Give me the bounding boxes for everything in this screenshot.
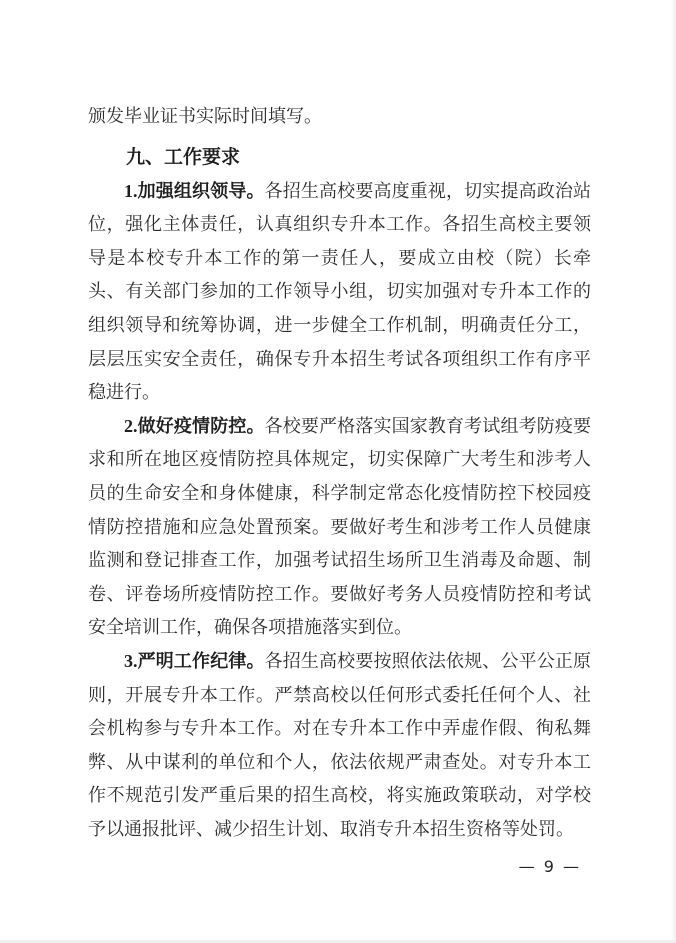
paragraph-1-text: 各招生高校要高度重视，切实提高政治站位，强化主体责任，认真组织专升本工作。各招生高校主要领导是本校专升本工作的第一责任人，要成立由校（院）长牵头、有关部门参加的工作领导小组，切实加强对专升本工作的组织领导和统筹协调，进一步健全工作机制，明确责任分工，层层压实安全责任，确保专升本招生考试各项组织工作有序平稳进行。	[88, 180, 592, 403]
document-body	[88, 100, 591, 879]
paragraph-1	[88, 175, 591, 410]
continuation-line: 颁发毕业证书实际时间填写。	[88, 106, 322, 126]
section-heading: 九、工作要求	[126, 146, 241, 168]
paragraph-2	[88, 410, 591, 645]
paragraph-3	[88, 645, 591, 847]
scan-edge-right	[671, 0, 676, 943]
page-footer	[88, 855, 591, 879]
paragraph-2-text: 各校要严格落实国家教育考试组考防疫要求和所在地区疫情防控具体规定，切实保障广大考生和涉考人员的生命安全和身体健康，科学制定常态化疫情防控下校园疫情防控措施和应急处置预案。要做好考生和涉考工作人员健康监测和登记排查工作，加强考试招生场所卫生消毒及命题、制卷、评卷场所疫情防控工作。要做好考务人员疫情防控和考试安全培训工作，确保各项措施落实到位。	[88, 415, 592, 638]
paragraph-3-text: 各招生高校要按照依法依规、公平公正原则，开展专升本工作。严禁高校以任何形式委托任何个人、社会机构参与专升本工作。对在专升本工作中弄虚作假、徇私舞弊、从中谋利的单位和个人，依法依规严肃查处。对专升本工作不规范引发严重后果的招生高校，将实施政策联动，对学校予以通报批评、减少招生计划、取消专升本招生资格等处罚。	[88, 650, 592, 839]
paragraph-3-lead: 3.严明工作纪律。	[124, 650, 265, 671]
paragraph-2-lead: 2.做好疫情防控。	[124, 415, 265, 436]
paragraph-1-lead: 1.加强组织领导。	[124, 180, 265, 201]
page-number: — 9 —	[518, 857, 581, 877]
